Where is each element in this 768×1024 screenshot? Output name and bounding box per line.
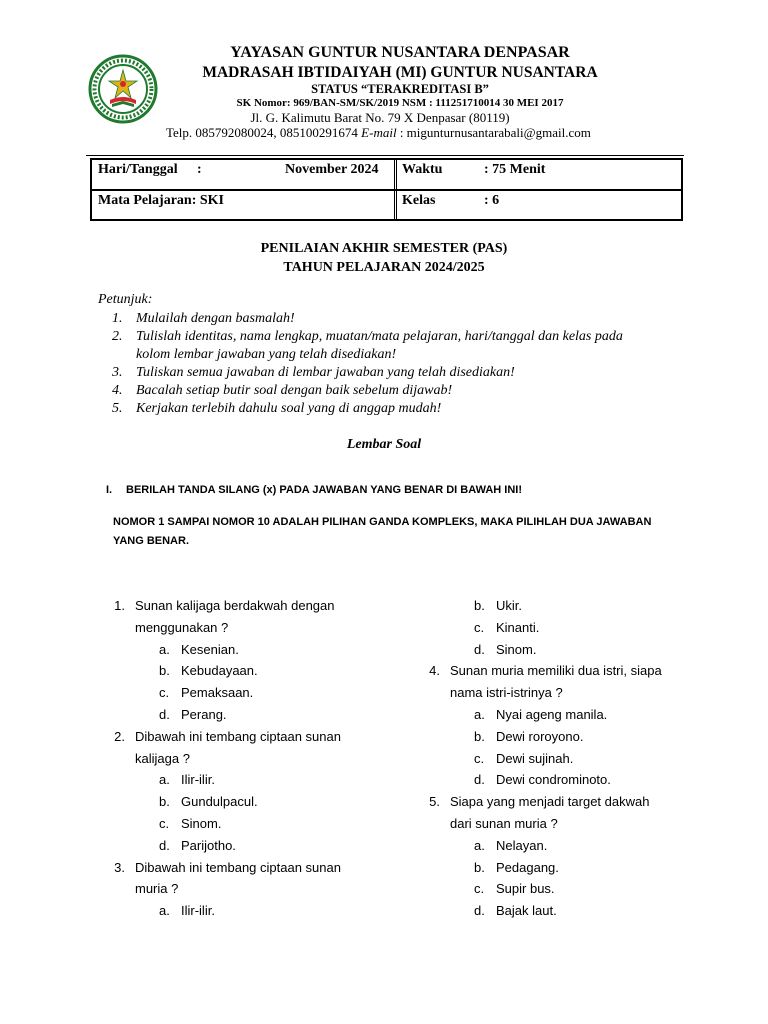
school-emblem-icon (88, 54, 158, 124)
instruction-text: Tuliskan semua jawaban di lembar jawaban yang telah disediakan! (136, 365, 515, 380)
sk-number: SK Nomor: 969/BAN-SM/SK/2019 NSM : 111251710014 30 MEI 2017 (236, 97, 564, 109)
question-number: 5. (429, 794, 440, 810)
option-text: Nyai ageng manila. (496, 706, 608, 722)
option-letter: c. (474, 619, 485, 635)
answer-option (113, 682, 403, 704)
option-letter: d. (474, 903, 485, 919)
email-text: : migunturnusantarabali@gmail.com (396, 125, 591, 140)
option-letter: c. (159, 815, 170, 831)
date-value: November 2024 (285, 162, 379, 177)
question-number: 3. (114, 859, 125, 875)
academic-year: TAHUN PELAJARAN 2024/2025 (283, 260, 485, 275)
option-text: Dewi sujinah. (496, 750, 574, 766)
answer-option (428, 595, 718, 617)
date-colon: : (197, 162, 202, 177)
instruction-number: 1. (112, 311, 123, 326)
question-number: 4. (429, 663, 440, 679)
option-letter: b. (474, 728, 485, 744)
school-name: MADRASAH IBTIDAIYAH (MI) GUNTUR NUSANTARA (202, 64, 598, 81)
question-sheet-title: Lembar Soal (346, 437, 422, 452)
question-number: 1. (114, 598, 125, 613)
instruction-number: 4. (112, 383, 123, 398)
option-letter: c. (474, 750, 485, 766)
question-text: Sunan muria memiliki dua istri, siapa (450, 663, 662, 679)
answer-option (428, 617, 718, 639)
class-label: Kelas (402, 193, 436, 208)
question-line (113, 857, 403, 879)
answer-option (113, 704, 403, 726)
instruction-item (112, 310, 672, 328)
question-line (113, 595, 403, 617)
answer-option (428, 900, 718, 922)
question-continuation: kalijaga ? (135, 750, 190, 766)
time-label: Waktu (402, 162, 443, 177)
foundation-name: YAYASAN GUNTUR NUSANTARA DENPASAR (230, 44, 570, 61)
question-line (428, 660, 718, 682)
instruction-text: Mulailah dengan basmalah! (136, 311, 295, 326)
email-label: E-mail (361, 125, 397, 140)
question-continuation: muria ? (135, 881, 179, 897)
question-line (113, 726, 403, 748)
question-continuation: dari sunan muria ? (450, 815, 558, 831)
option-letter: c. (159, 685, 170, 701)
table-row-divider (92, 189, 681, 191)
question-line (428, 791, 718, 813)
section-heading-text: BERILAH TANDA SILANG (x) PADA JAWABAN YANG BENAR DI BAWAH INI! (126, 484, 523, 496)
answer-option (428, 726, 718, 748)
section-note: NOMOR 1 SAMPAI NOMOR 10 ADALAH PILIHAN GANDA KOMPLEKS, MAKA PILIHLAH DUA JAWABAN YANG BENAR. (113, 516, 652, 547)
option-text: Sinom. (181, 815, 222, 831)
section-number: I. (106, 484, 113, 496)
subject-field: Mata Pelajaran: SKI (98, 193, 224, 208)
answer-option (428, 639, 718, 661)
question-continuation: nama istri-istrinya ? (450, 685, 563, 701)
option-text: Sinom. (496, 641, 537, 657)
option-text: Bajak laut. (496, 903, 557, 919)
answer-option (428, 878, 718, 900)
option-letter: b. (474, 598, 485, 613)
answer-option (113, 791, 403, 813)
phone-text: Telp. 085792080024, 085100291674 (166, 125, 362, 140)
answer-option (113, 900, 403, 922)
school-address: Jl. G. Kalimutu Barat No. 79 X Denpasar (80119) (250, 110, 510, 125)
option-text: Nelayan. (496, 837, 548, 853)
option-letter: b. (159, 794, 170, 810)
answer-option (428, 857, 718, 879)
option-letter: a. (159, 641, 170, 657)
option-text: Dewi roroyono. (496, 728, 584, 744)
instruction-item (112, 382, 672, 400)
option-letter: d. (474, 641, 485, 657)
answer-option (428, 835, 718, 857)
instruction-number: 3. (112, 365, 123, 380)
option-text: Perang. (181, 706, 227, 722)
option-letter: b. (159, 663, 170, 679)
option-letter: d. (159, 837, 170, 853)
answer-option (113, 813, 403, 835)
option-letter: a. (159, 772, 170, 788)
option-letter: a. (474, 837, 485, 853)
answer-option (428, 769, 718, 791)
option-text: Ilir-ilir. (181, 772, 215, 788)
option-text: Ilir-ilir. (181, 903, 215, 919)
answer-option (113, 835, 403, 857)
option-text: Gundulpacul. (181, 794, 258, 810)
question-text: Dibawah ini tembang ciptaan sunan (135, 728, 341, 744)
answer-option (113, 639, 403, 661)
option-text: Pemaksaan. (181, 685, 254, 701)
question-number: 2. (114, 728, 125, 744)
instruction-number: 2. (112, 329, 123, 344)
exam-info-table (90, 158, 683, 221)
answer-option (113, 660, 403, 682)
option-letter: b. (474, 859, 485, 875)
question-text: Dibawah ini tembang ciptaan sunan (135, 859, 341, 875)
option-text: Ukir. (496, 598, 522, 613)
question-text: Siapa yang menjadi target dakwah (450, 794, 650, 810)
instruction-text: Tulislah identitas, nama lengkap, muatan/mata pelajaran, hari/tanggal dan kelas pada (136, 329, 623, 344)
exam-title: PENILAIAN AKHIR SEMESTER (PAS) (260, 241, 508, 256)
instructions-list (112, 310, 672, 418)
class-value: : 6 (484, 193, 500, 208)
time-value: : 75 Menit (484, 162, 546, 177)
option-text: Dewi condrominoto. (496, 772, 611, 788)
option-text: Parijotho. (181, 837, 236, 853)
option-letter: d. (159, 706, 170, 722)
table-column-divider (394, 160, 397, 219)
answer-option (428, 704, 718, 726)
option-text: Kesenian. (181, 641, 239, 657)
contact-line (166, 125, 652, 141)
section-heading (106, 484, 522, 496)
header-divider (86, 155, 684, 156)
instruction-item (112, 400, 672, 418)
question-continuation: menggunakan ? (135, 619, 229, 635)
option-letter: c. (474, 881, 485, 897)
answer-option (428, 748, 718, 770)
instruction-text: Bacalah setiap butir soal dengan baik sebelum dijawab! (136, 383, 453, 398)
instruction-item (112, 328, 672, 364)
accreditation-status: STATUS “TERAKREDITASI B” (311, 82, 489, 96)
instruction-item (112, 364, 672, 382)
option-text: Kebudayaan. (181, 663, 258, 679)
option-text: Supir bus. (496, 881, 555, 897)
option-letter: a. (474, 706, 485, 722)
instruction-text: Kerjakan terlebih dahulu soal yang di anggap mudah! (136, 401, 442, 416)
questions-left-column (113, 595, 403, 922)
instruction-text: kolom lembar jawaban yang telah disediakan! (136, 347, 397, 362)
answer-option (113, 769, 403, 791)
instructions-label: Petunjuk: (98, 292, 153, 307)
question-text: Sunan kalijaga berdakwah dengan (135, 598, 335, 613)
option-text: Kinanti. (496, 619, 540, 635)
option-text: Pedagang. (496, 859, 559, 875)
questions-right-column (428, 595, 718, 922)
date-label: Hari/Tanggal (98, 162, 178, 177)
option-letter: a. (159, 903, 170, 919)
option-letter: d. (474, 772, 485, 788)
instruction-number: 5. (112, 401, 123, 416)
